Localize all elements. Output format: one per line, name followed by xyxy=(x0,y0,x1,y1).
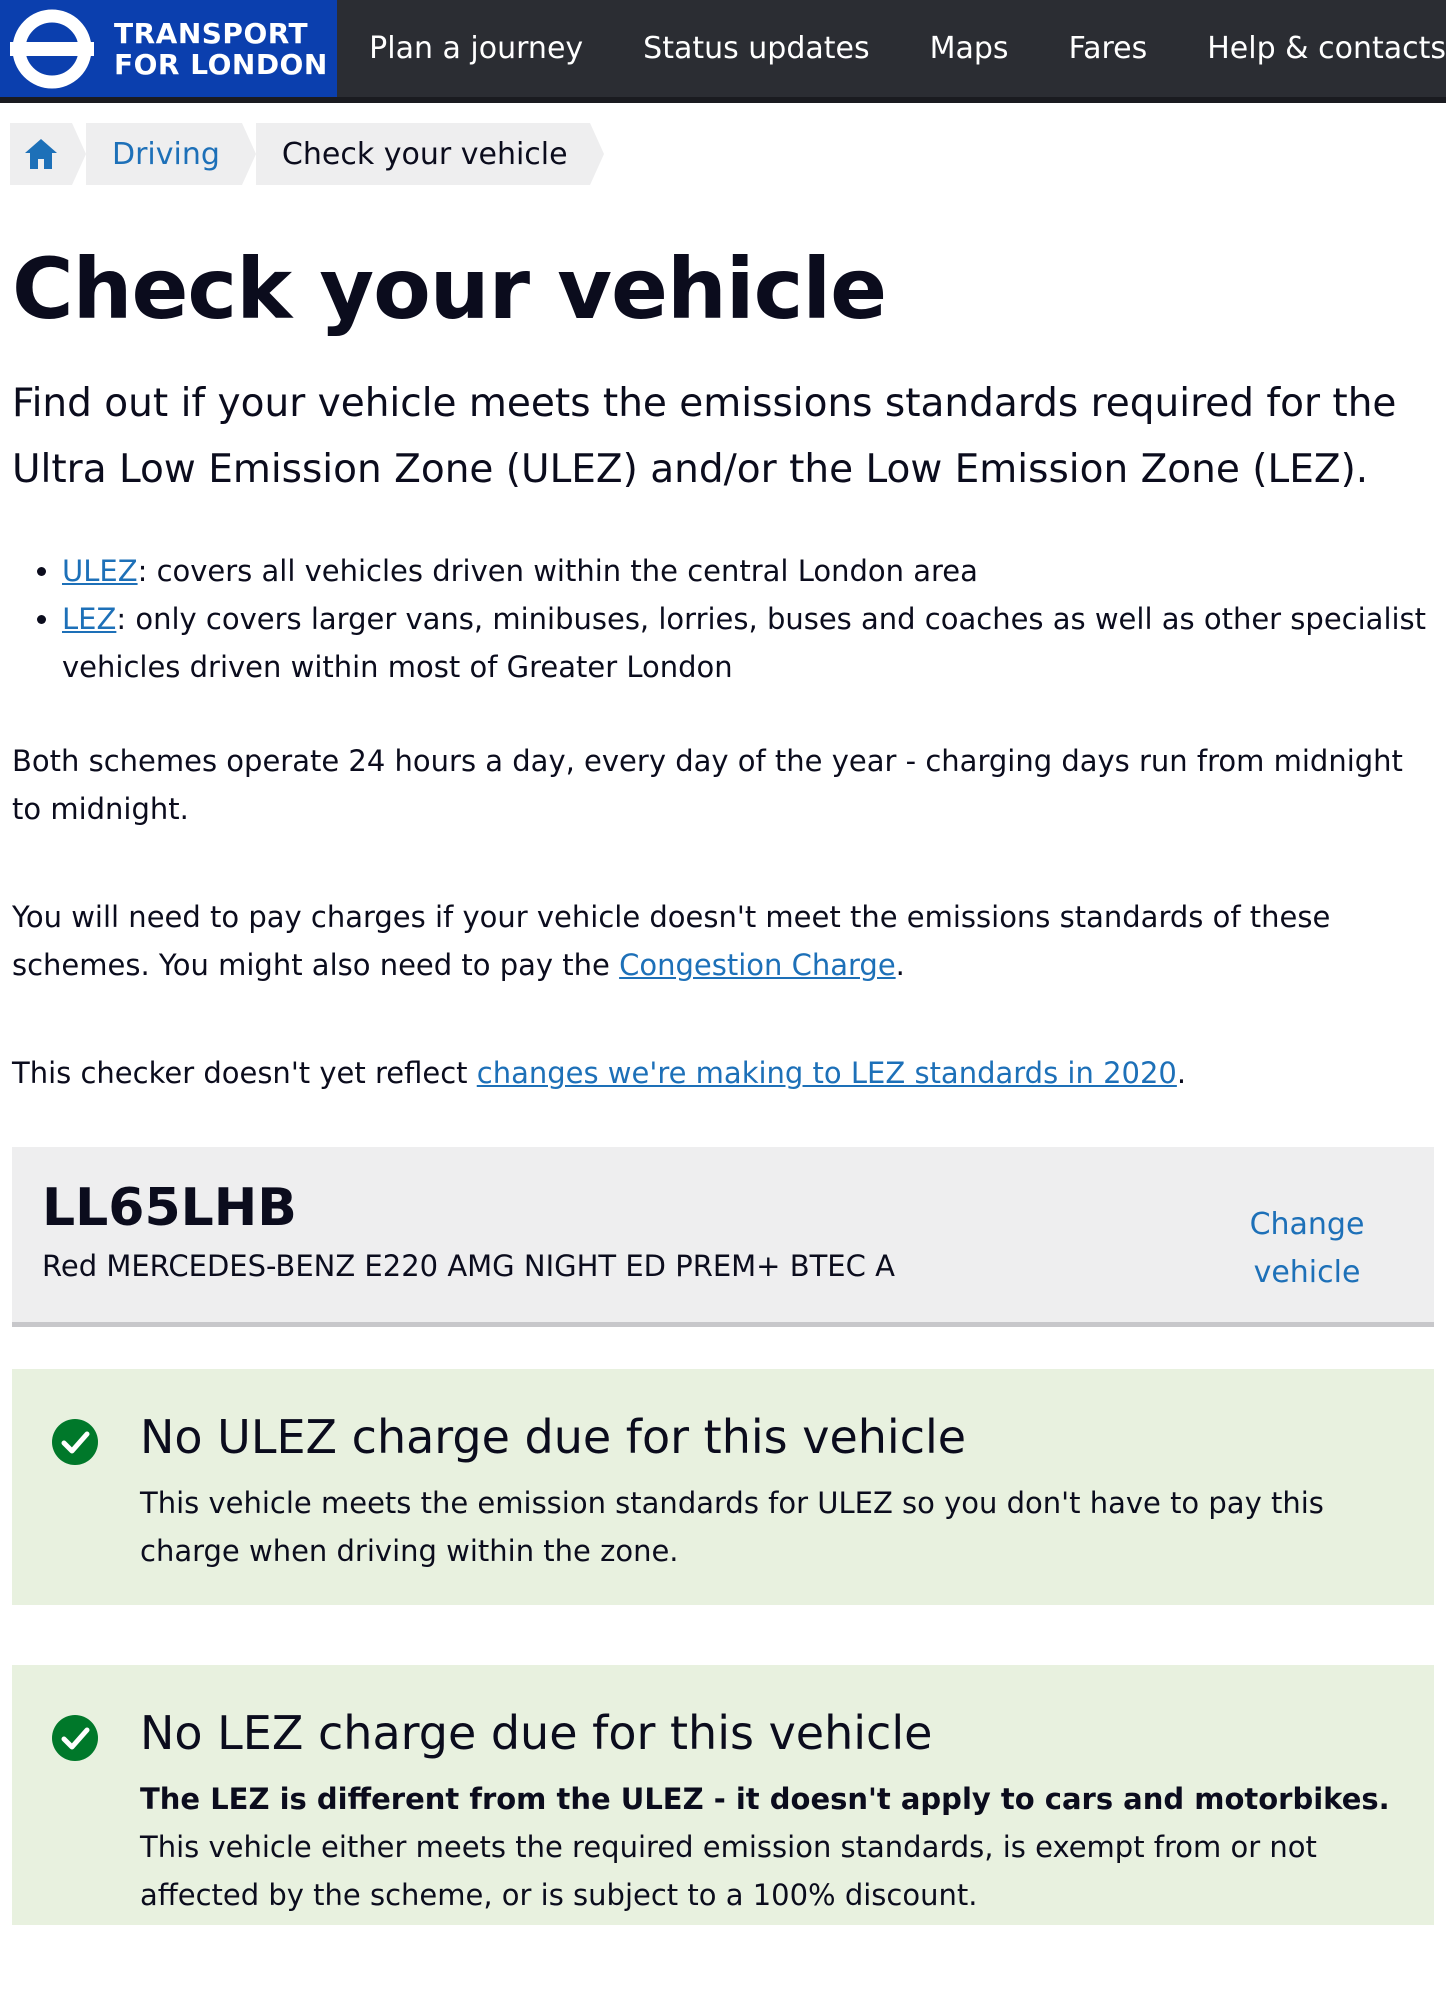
nav-status-updates[interactable]: Status updates xyxy=(643,31,870,66)
ulez-description: : covers all vehicles driven within the central London area xyxy=(137,554,978,589)
lez-result-heading: No LEZ charge due for this vehicle xyxy=(140,1706,933,1761)
breadcrumb-home[interactable] xyxy=(10,123,72,185)
tfl-logo-link[interactable] xyxy=(0,0,337,97)
breadcrumb-current: Check your vehicle xyxy=(256,123,590,185)
list-item xyxy=(62,595,1434,691)
list-item xyxy=(62,547,1434,595)
congestion-charge-link[interactable]: Congestion Charge xyxy=(619,948,896,983)
lez-changes-link[interactable]: changes we're making to LEZ standards in 2020 xyxy=(476,1056,1177,1091)
main-content xyxy=(0,240,1446,1925)
vehicle-description: Red MERCEDES-BENZ E220 AMG NIGHT ED PREM+ BTEC A xyxy=(42,1249,895,1284)
checker-paragraph xyxy=(12,1049,1434,1097)
checker-end: . xyxy=(1176,1056,1187,1091)
charges-end: . xyxy=(895,948,905,983)
main-nav xyxy=(337,0,1446,97)
ulez-link[interactable]: ULEZ xyxy=(62,554,138,589)
brand-line-2: FOR LONDON xyxy=(114,47,328,81)
zone-list xyxy=(12,547,1434,691)
brand-name xyxy=(114,18,328,80)
charges-paragraph xyxy=(12,893,1434,989)
nav-help-contacts[interactable]: Help & contacts xyxy=(1207,31,1446,66)
breadcrumb xyxy=(10,123,1446,185)
change-vehicle-link[interactable] xyxy=(1242,1201,1372,1297)
vehicle-summary xyxy=(12,1147,1434,1327)
change-vehicle-line-1: Change xyxy=(1249,1207,1365,1243)
breadcrumb-driving[interactable]: Driving xyxy=(86,123,242,185)
lez-result-text: This vehicle either meets the required emission standards, is exempt from or not affected by the scheme, or is subject to a 100% discount. xyxy=(140,1830,1317,1913)
change-vehicle-line-2: vehicle xyxy=(1253,1255,1361,1291)
check-circle-icon xyxy=(52,1419,98,1465)
nav-plan-a-journey[interactable]: Plan a journey xyxy=(369,31,584,66)
ulez-result-panel xyxy=(12,1369,1434,1605)
schemes-paragraph: Both schemes operate 24 hours a day, every day of the year - charging days run from midnight to midnight. xyxy=(12,744,1403,827)
nav-maps[interactable]: Maps xyxy=(929,31,1009,66)
brand-line-1: TRANSPORT xyxy=(114,16,309,50)
lead-paragraph: Find out if your vehicle meets the emissions standards required for the Ultra Low Emission Zone (ULEZ) and/or the Low Emission Zone (LEZ). xyxy=(12,381,1397,493)
ulez-result-heading: No ULEZ charge due for this vehicle xyxy=(140,1410,967,1465)
charges-text: You will need to pay charges if your vehicle doesn't meet the emissions standards of these schemes. You might also need to pay the xyxy=(12,900,1331,983)
tfl-roundel-icon xyxy=(10,7,94,91)
lez-result-body xyxy=(140,1775,1394,1919)
checker-text: This checker doesn't yet reflect xyxy=(12,1056,477,1091)
page-title: Check your vehicle xyxy=(12,240,887,338)
nav-fares[interactable]: Fares xyxy=(1068,31,1148,66)
lez-link[interactable]: LEZ xyxy=(62,602,117,637)
site-header xyxy=(0,0,1446,103)
lez-result-emphasis: The LEZ is different from the ULEZ - it doesn't apply to cars and motorbikes. xyxy=(140,1782,1390,1817)
check-circle-icon xyxy=(52,1715,98,1761)
lez-result-panel xyxy=(12,1665,1434,1925)
ulez-result-body: This vehicle meets the emission standards for ULEZ so you don't have to pay this charge when driving within the zone. xyxy=(140,1486,1324,1569)
vehicle-registration: LL65LHB xyxy=(42,1178,297,1239)
home-icon xyxy=(23,137,59,171)
lez-description: : only covers larger vans, minibuses, lorries, buses and coaches as well as other specialist vehicles driven within most of Greater London xyxy=(62,602,1427,685)
